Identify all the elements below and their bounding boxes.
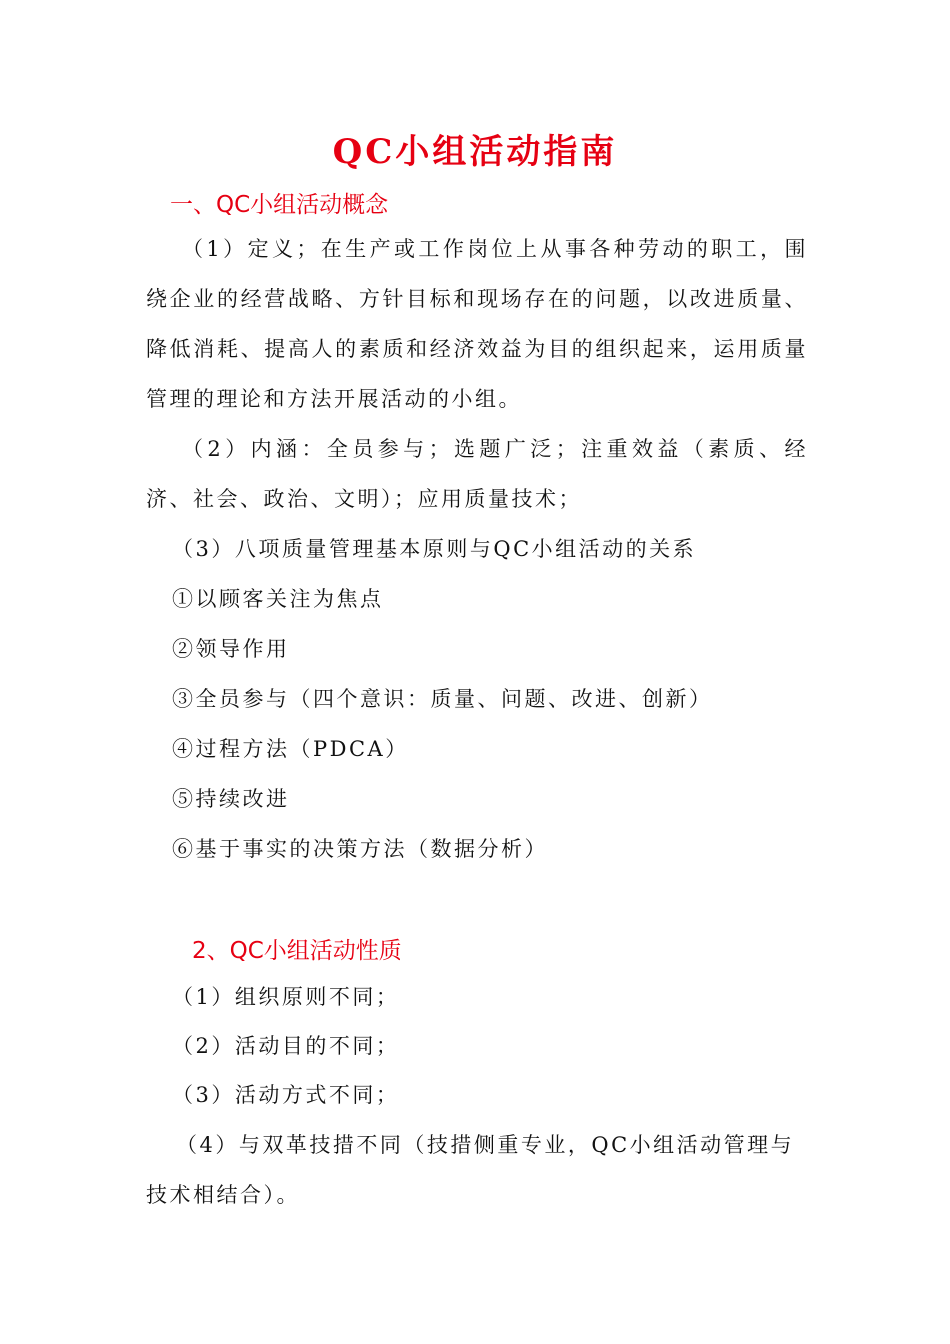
nature-item: （1）组织原则不同； [172,985,400,1009]
principle-item: ⑤持续改进 [172,787,290,811]
nature-item: （4）与双革技措不同（技措侧重专业，QC小组活动管理与技术相结合）。 [146,1133,795,1207]
document-title: QC小组活动指南 [332,132,618,172]
principle-item: ③全员参与（四个意识：质量、问题、改进、创新） [172,687,713,711]
connotation-paragraph: （2）内涵：全员参与；选题广泛；注重效益（素质、经济、社会、政治、文明）；应用质量技术； [146,437,808,511]
definition-paragraph: （1）定义；在生产或工作岗位上从事各种劳动的职工，围绕企业的经营战略、方针目标和现场存在的问题，以改进质量、降低消耗、提高人的素质和经济效益为目的组织起来，运用质量管理的理论和方法开展活动的小组。 [146,237,808,411]
nature-item: （3）活动方式不同； [172,1083,400,1107]
section1-heading: 一、QC小组活动概念 [170,192,389,218]
principle-item: ⑥基于事实的决策方法（数据分析） [172,837,548,861]
section2-heading: 2、QC小组活动性质 [192,938,402,964]
nature-item: （2）活动目的不同； [172,1034,400,1058]
principle-item: ①以顾客关注为焦点 [172,587,384,611]
principle-item: ④过程方法（PDCA） [172,737,409,761]
principle-item: ②领导作用 [172,637,290,661]
principles-intro: （3）八项质量管理基本原则与QC小组活动的关系 [172,537,697,561]
